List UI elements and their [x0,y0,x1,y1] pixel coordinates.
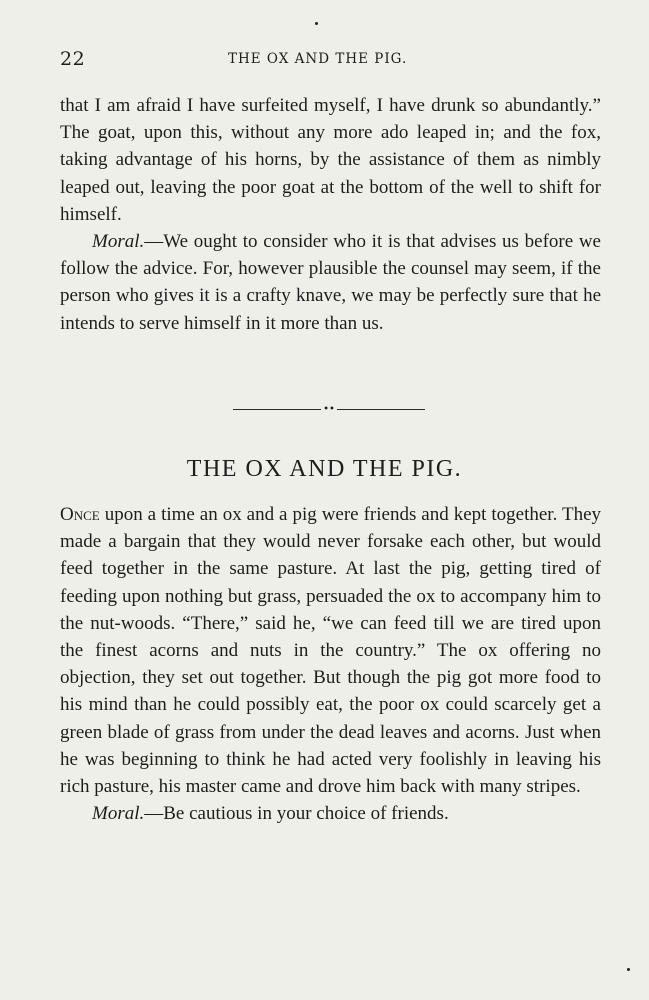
moral-label: Moral. [92,803,145,825]
story-opening-word: Once [60,504,100,525]
page-header [60,48,601,72]
story-text [60,501,601,827]
running-title: THE OX AND THE PIG. [228,51,408,67]
paper-speck [627,968,630,971]
divider-rule-right [337,409,425,410]
story-title: THE OX AND THE PIG. [186,456,463,482]
moral-text: —Be cautious in your choice of friends. [144,803,449,825]
previous-fable-paragraph: that I am afraid I have surfeited myself, I have drunk so abundantly.” The goat, upon this, without any more ado leaped in; and the fox, taking advantage of his horns, by the assistance of them as nimbly leaped out, leaving the poor goat at the bottom of the well to shift for himself. [60,95,601,225]
story-paragraph [60,501,601,800]
story-body: upon a time an ox and a pig were friends and kept together. They made a bargain that they would never forsake each other, but would feed together in the same pasture. At last the pig, getting tired of feeding upon nothing but grass, persuaded the ox to accompany him to the nut-woods. “There,” said he, “we can feed till we are tired upon the finest acorns and nuts in the country.” The ox offering no objection, they set out together. But though the pig got more food to his mind than he could possibly eat, the poor ox could scarcely get a green blade of grass from under the dead leaves and acorns. Just when he was beginning to think he had acted very foolishly in leaving his rich pasture, his master came and drove him back with many stripes. [60,504,601,798]
divider-rule-left [233,409,321,410]
section-divider [233,402,425,418]
previous-fable-moral [60,228,601,337]
story-moral [60,800,601,827]
paper-speck [315,22,318,25]
page-number: 22 [60,48,86,70]
moral-label: Moral. [92,231,145,253]
previous-fable-ending [60,92,601,337]
divider-ornament: •• [323,404,335,415]
moral-text: —We ought to consider who it is that advises us before we follow the advice. For, however plausible the counsel may seem, if the person who gives it is a crafty knave, we may be perfectly sure that he intends to serve himself in it more than us. [60,231,601,334]
